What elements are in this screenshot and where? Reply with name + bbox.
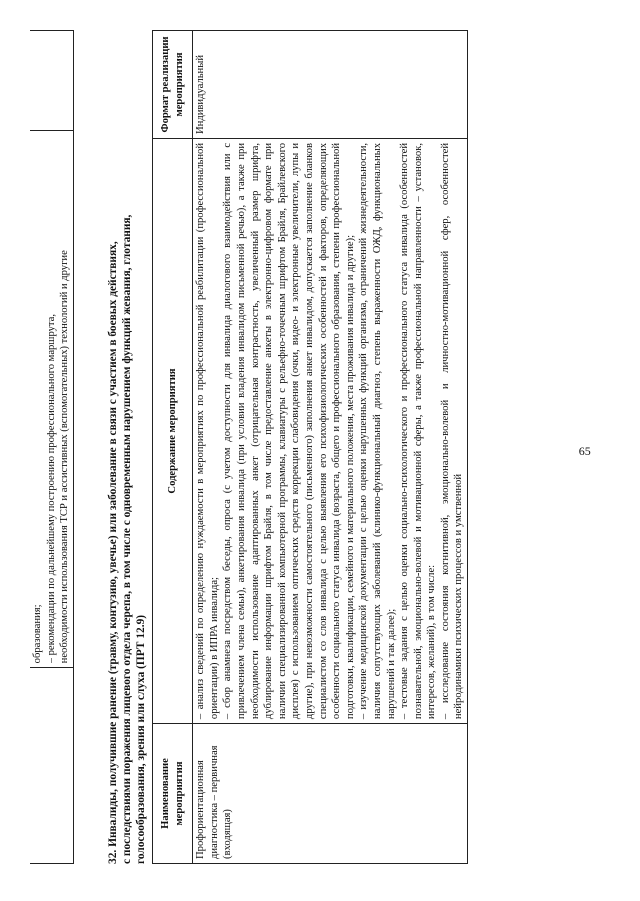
table-cell [30,31,73,132]
measure-name: Профориентационная диагностика – первичная (входящая) [193,724,468,864]
measures-table [152,30,468,864]
table-cell [30,668,73,864]
content-paragraph: – анализ сведений по определению нуждаемости в мероприятиях по профессиональной реабилитации (профессиональной ориентации) в ИПРА инвалида; [195,142,220,720]
page-number: 65 [578,444,591,459]
table-cell [30,131,73,668]
section-heading-line: с последствиями поражения лицевого отдела черепа, в том числе с одновременным нарушением функций жевания, глотания, [121,214,133,864]
content-paragraph: – сбор анамнеза посредством беседы, опроса (с учетом доступности для инвалида диалогового взаимодействия или с привлечением члена семьи), анкетирования инвалида (при условии владения инвалидом письменной речью), а также при необходимости использование адаптированных анкет (отрицательная контрастность, увеличенный размер шрифта, дублирование информации шрифтом Брайля, в том числе предоставление анкеты в электронно-цифровом формате при наличии специализированной компьютерной программы, клавиатуры с рельефно-точечным шрифтом Брайля, Брайлевского дисплея) с использованием оптических средств коррекции слабовидения (очки, видео- и электронные увеличители, лупы и другие), при невозможности самостоятельного (письменного) заполнения анкет инвалидом, допускается заполнение бланков специалистом со слов инвалида с целью выявления его психофизиологических особенностей и факторов, определяющих особенности социального статуса инвалида (возраста, общего и профессионального образования, степени профессиональной подготовки, квалификации, семейного и материального положения, места проживания инвалида и другие); [222,142,356,720]
table-row [30,31,73,864]
measure-content [193,138,468,723]
rotated-page [30,18,600,878]
section-heading-line: голосообразования, зрения или слуха (ПРТ 12.9) [135,614,147,864]
content-paragraph: – тестовые задания с целью оценки социально-психологического и профессионального статуса инвалида (особенностей познавательной, эмоционально-волевой и мотивационной сферы, а также профессиональной направленности – установок, интересов, желаний), в том числе: [399,142,438,720]
continuation-table [30,30,74,864]
continuation-line: образования; [32,604,43,664]
table-row [193,31,468,864]
section-heading [106,30,148,864]
header-content: Содержание мероприятия [153,138,193,723]
header-name: Наименование мероприятия [153,724,193,864]
table-header-row [153,31,193,864]
header-format: Формат реализации мероприятия [153,31,193,139]
continuation-line: – рекомендации по дальнейшему построению профессионального маршрута, [45,313,57,664]
content-paragraph: – исследование состояния когнитивной, эмоционально-волевой и личностно-мотивационной сфер, особенностей нейродинамики психических процессов и умственной [439,142,465,720]
continuation-line: необходимости использования ТСР и ассистивных (вспомогательных) технологий и другие [59,250,71,664]
content-paragraph: – изучение медицинской документации с целью оценки нарушенных функций организма, ограничений жизнедеятельности, наличия сопутствующих заболеваний (клинико-функциональный диагноз, степень выраженности ОЖД, функциональных нарушений и так далее); [358,142,397,720]
section-heading-line: 32. Инвалиды, получившие ранение (травму, контузию, увечье) или заболевание в связи с участием в боевых действиях, [107,241,119,864]
measure-format: Индивидуальный [193,31,468,139]
